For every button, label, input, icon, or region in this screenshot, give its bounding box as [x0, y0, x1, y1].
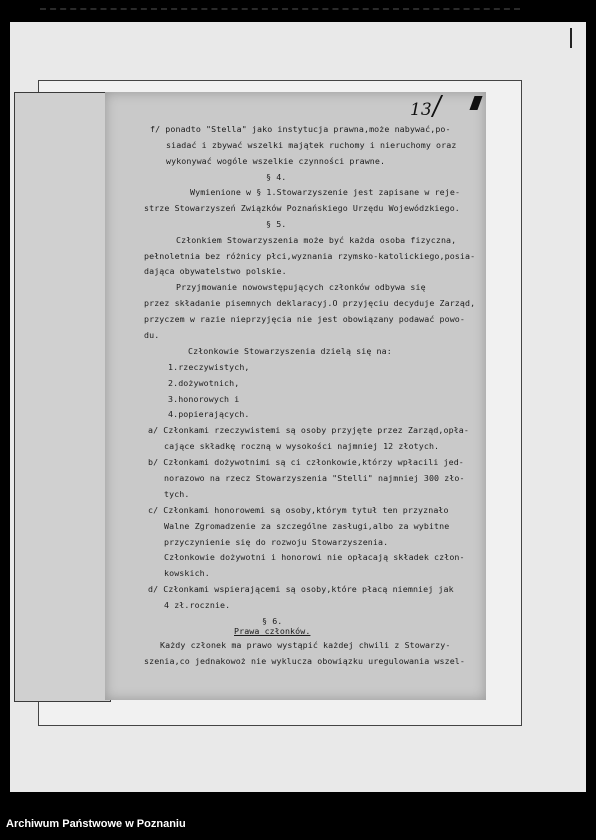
text-line: przez składanie pisemnych deklaracyj.O przyjęciu decyduje Zarząd, — [144, 298, 476, 308]
text-line: strze Stowarzyszeń Związków Poznańskiego Urzędu Wojewódzkiego. — [144, 203, 460, 213]
text-line: 4 zł.rocznie. — [164, 600, 231, 610]
text-line: Każdy członek ma prawo wystąpić każdej chwili z Stowarzy- — [160, 640, 451, 650]
list-item: 1.rzeczywistych, — [168, 362, 250, 372]
text-line: b/ Członkami dożywotnimi są ci członkowie,którzy wpłacili jed- — [148, 457, 464, 467]
text-line: Członkowie dożywotni i honorowi nie opłacają składek człon- — [164, 552, 465, 562]
text-line: Wymienione w § 1.Stowarzyszenie jest zapisane w reje- — [190, 187, 461, 197]
top-edge-marks — [40, 8, 520, 22]
page-number: 13 — [410, 100, 432, 120]
text-line: cające składkę roczną w wysokości najmniej 12 złotych. — [164, 441, 440, 451]
left-margin-strip — [14, 92, 111, 702]
text-line: wykonywać wogóle wszelkie czynności prawne. — [166, 156, 386, 166]
text-line: tych. — [164, 489, 190, 499]
text-line: przyczem w razie nieprzyjęcia nie jest obowiązany podawać powo- — [144, 314, 465, 324]
section-heading: § 4. — [266, 172, 287, 182]
text-line: du. — [144, 330, 160, 340]
text-line: siadać i zbywać wszelki majątek ruchomy i nieruchomy oraz — [166, 140, 457, 150]
text-line: Walne Zgromadzenie za szczególne zasługi,albo za wybitne — [164, 521, 450, 531]
text-line: d/ Członkami wspierającemi są osoby,które płacą niemniej jak — [148, 584, 454, 594]
document-page — [105, 92, 486, 700]
text-line: norazowo na rzecz Stowarzyszenia "Stelli" najmniej 300 zło- — [164, 473, 465, 483]
list-item: 3.honorowych i — [168, 394, 240, 404]
text-line: Członkowie Stowarzyszenia dzielą się na: — [188, 346, 392, 356]
text-line: kowskich. — [164, 568, 210, 578]
text-line: Członkiem Stowarzyszenia może być każda osoba fizyczna, — [176, 235, 457, 245]
list-item: 4.popierających. — [168, 409, 250, 419]
text-line: c/ Członkami honorowemi są osoby,którym tytuł ten przyznało — [148, 505, 449, 515]
text-line: szenia,co jednakowoż nie wyklucza obowiązku uregulowania wszel- — [144, 656, 465, 666]
text-line: przyczynienie się do rozwoju Stowarzyszenia. — [164, 537, 389, 547]
list-item: 2.dożywotnich, — [168, 378, 240, 388]
edge-tick — [570, 28, 572, 48]
text-line: Przyjmowanie nowowstępujących członków odbywa się — [176, 282, 426, 292]
section-heading: § 5. — [266, 219, 287, 229]
section-subheading: Prawa członków. — [234, 626, 311, 636]
text-line: a/ Członkami rzeczywistemi są osoby przyjęte przez Zarząd,opła- — [148, 425, 469, 435]
archive-credit: Archiwum Państwowe w Poznaniu — [6, 818, 186, 830]
text-line: pełnoletnia bez różnicy płci,wyznania rzymsko-katolickiego,posia- — [144, 251, 476, 261]
text-line: dająca obywatelstwo polskie. — [144, 266, 287, 276]
text-line: f/ ponadto "Stella" jako instytucja prawna,może nabywać,po- — [150, 124, 451, 134]
section-heading: § 6. — [262, 616, 283, 626]
